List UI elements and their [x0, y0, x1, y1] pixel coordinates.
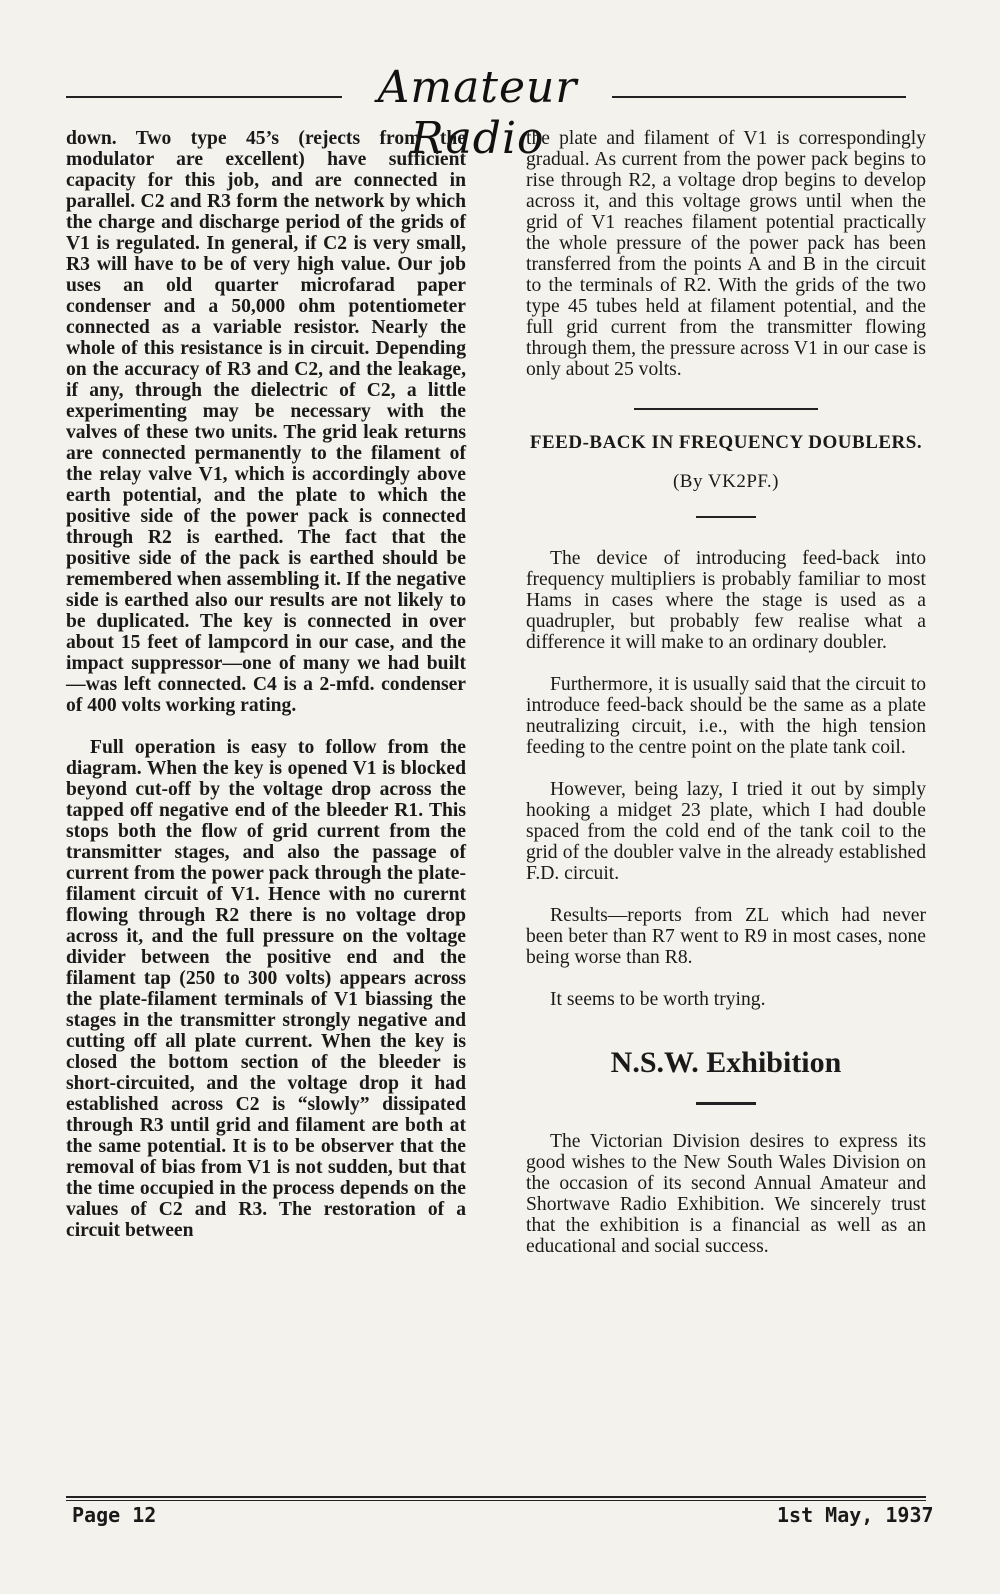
notice-divider [696, 1102, 756, 1105]
notice-paragraph: The Victorian Division desires to express its good wishes to the New South Wales Division on the occasion of its second Annual Amateur and Shortwave Radio Exhibition. We sincerely trust that the exhibition is a financial as well as an educational and social success. [526, 1131, 926, 1257]
left-paragraph-2: Full operation is easy to follow from the diagram. When the key is opened V1 is blocked beyond cut-off by the voltage drop across the tapped off negative end of the bleeder R1. This stops both the flow of grid current from the transmitter stages, and also the passage of current from the power pack through the plate-filament circuit of V1. Hence with no curernt flowing through R2 there is no voltage drop across it, and the full pressure on the voltage divider between the positive end and the filament tap (250 to 300 volts) appears across the plate-filament terminals of V1 biassing the stages in the transmitter strongly negative and cutting off all plate current. When the key is closed the bottom section of the bleeder is short-circuited, and the voltage drop it had established across C2 is “slowly” dissipated through R3 until grid and filament are both at the same potential. It is to be observer that the removal of bias from V1 is not sudden, but that the time occupied in the process depends on the values of C2 and R3. The restoration of a circuit between [66, 737, 466, 1241]
byline-divider [696, 516, 756, 518]
footer-rule-thin [66, 1500, 926, 1501]
article-paragraph-5: It seems to be worth trying. [550, 989, 766, 1010]
continued-paragraph: the plate and filament of V1 is correspondingly gradual. As current from the power pack begins to rise through R2, a voltage drop begins to develop across it, and this voltage grows until when the grid of V1 reaches filament potential practically the whole pressure of the power pack has been transferred from the points A and B in the circuit to the terminals of R2. With the grids of the two type 45 tubes held at filament potential, and the full grid current from the transmitter flowing through them, the pressure across V1 in our case is only about 25 volts. [526, 128, 926, 380]
page-number: Page 12 [72, 1503, 157, 1527]
article-paragraph-3: However, being lazy, I tried it out by simply hooking a midget 23 plate, which I had double spaced from the cold end of the tank coil to the grid of the doubler valve in the already established F.D. circuit. [526, 779, 926, 884]
footer-rule [66, 1496, 926, 1498]
masthead-rule-left [66, 96, 342, 98]
issue-date: 1st May, 1937 [777, 1503, 934, 1527]
article-paragraph-4: Results—reports from ZL which had never been beter than R7 went to R9 in most cases, none being worse than R8. [526, 905, 926, 968]
article-paragraph-2: Furthermore, it is usually said that the circuit to introduce feed-back should be the same as a plate neutralizing circuit, i.e., with the high tension feeding to the centre point on the plate tank coil. [526, 674, 926, 758]
masthead [0, 0, 1000, 164]
notice-heading: N.S.W. Exhibition [610, 1046, 842, 1079]
left-paragraph-1: down. Two type 45’s (rejects from the modulator are excellent) have sufficient capacity for this job, and are connected in parallel. C2 and R3 form the network by which the charge and discharge period of the grids of V1 is regulated. In general, if C2 is very small, R3 will have to be of very high value. Our job uses an old quarter microfarad paper condenser and a 50,000 ohm potentiometer connected as a variable resistor. Nearly the whole of this resistance is in circuit. Depending on the accuracy of R3 and C2, and the leakage, if any, through the dielectric of C2, a little experimenting may be necessary with the valves of these two units. The grid leak returns are connected permanently to the filament of the relay valve V1, which is accordingly above earth potential, and the plate to which the positive side of the power pack is connected through R2 is earthed. The fact that the positive side of the pack is earthed should be remembered when assembling it. If the negative side is earthed also our results are not likely to be duplicated. The key is connected in over about 15 feet of lampcord in our case, and the impact suppressor—one of many we had built—was left connected. C4 is a 2-mfd. condenser of 400 volts working rating. [66, 128, 466, 716]
article-byline: (By VK2PF.) [672, 471, 780, 492]
article-paragraph-1: The device of introducing feed-back into frequency multipliers is probably familiar to most Hams in cases where the stage is used as a quadrupler, but probably few realise what a difference it will make to an ordinary doubler. [526, 548, 926, 653]
article-heading: FEED-BACK IN FREQUENCY DOUBLERS. [529, 432, 923, 453]
right-column [526, 128, 926, 1257]
masthead-rule-right [612, 96, 906, 98]
left-column [66, 128, 466, 1241]
section-divider [634, 408, 818, 410]
journal-title: Amateur Radio [377, 62, 578, 164]
